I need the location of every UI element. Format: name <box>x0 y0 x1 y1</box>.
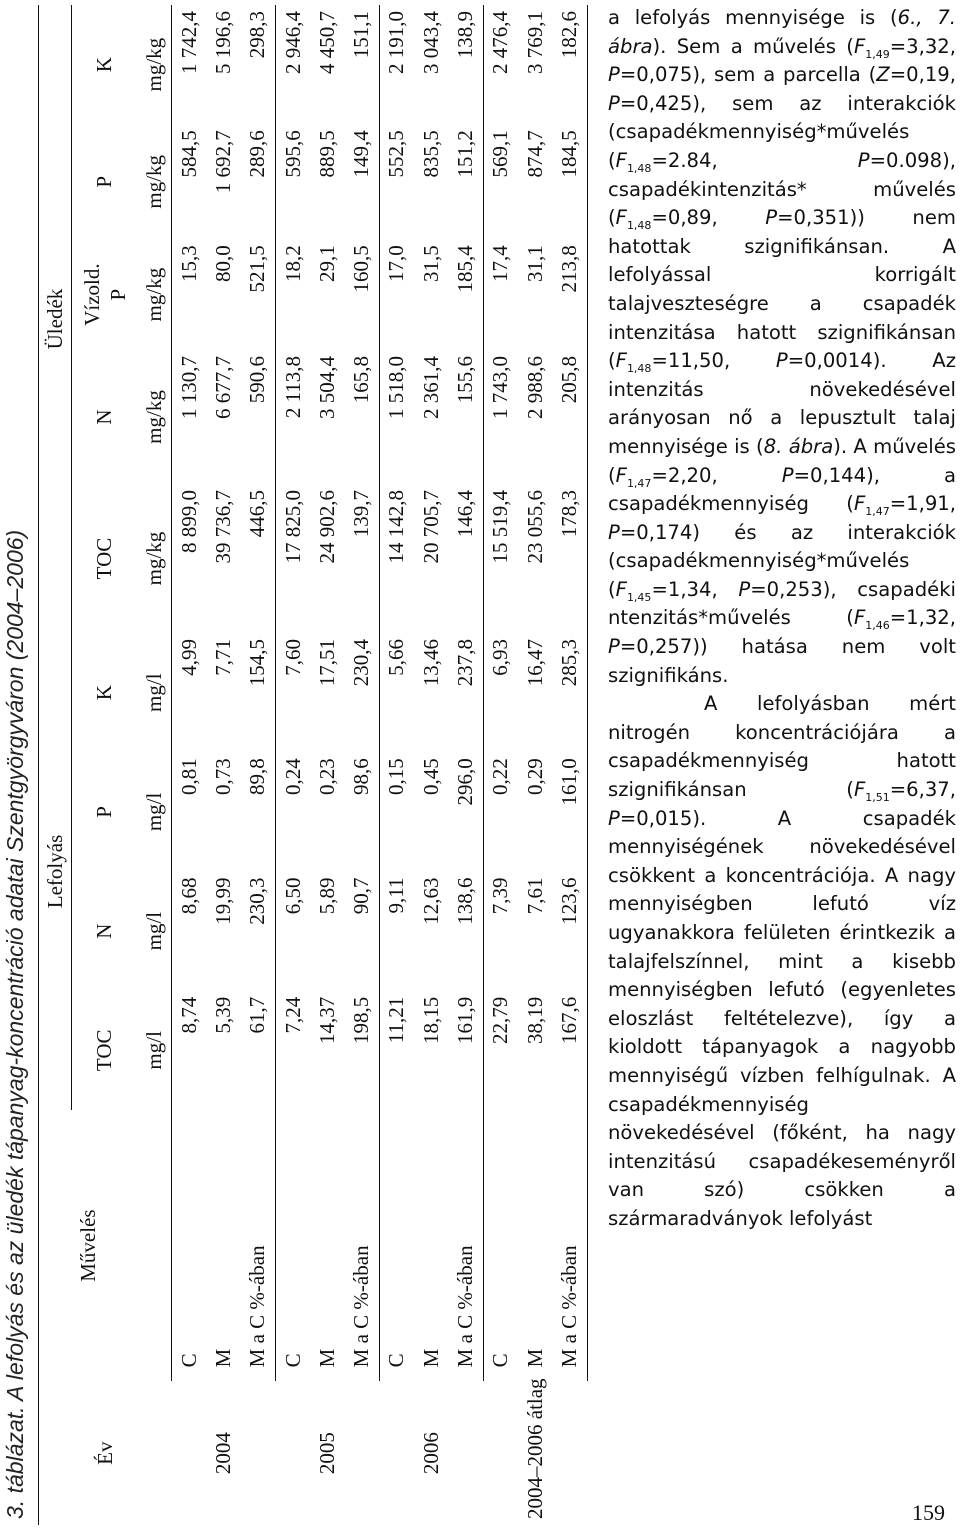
header-col: P <box>92 806 116 818</box>
value-cell: 38,19 <box>522 996 547 1044</box>
value-cell: 5,66 <box>384 639 409 676</box>
value-cell: 7,71 <box>210 639 235 676</box>
italic-text: F <box>853 492 866 516</box>
value-cell: 15 519,4 <box>488 490 513 564</box>
value-cell: 151,2 <box>448 124 483 239</box>
header-unit: mg/kg <box>137 124 172 239</box>
value-cell: 2 113,8 <box>280 355 305 419</box>
value-cell: 22,79 <box>488 996 513 1044</box>
value-cell: 2 988,6 <box>522 355 547 419</box>
table-row <box>379 5 414 1525</box>
table-row <box>448 5 483 1525</box>
value-cell: 0,22 <box>488 758 513 796</box>
muveles-cell: M a C %-ában <box>344 1110 379 1381</box>
value-cell: 160,5 <box>344 239 379 350</box>
value-cell: 5 196,6 <box>210 11 235 74</box>
muveles-cell: C <box>384 1353 409 1368</box>
value-cell: 5,39 <box>210 996 235 1034</box>
value-cell: 7,24 <box>280 996 305 1034</box>
table-row <box>241 5 276 1525</box>
subscript: 1,49 <box>865 47 890 61</box>
value-cell: 139,7 <box>344 484 379 633</box>
subscript: 1,47 <box>626 476 652 490</box>
text-run: =0,075), sem a parcella ( <box>619 63 877 87</box>
muveles-cell: M <box>210 1348 235 1368</box>
header-col: TOC <box>92 537 116 580</box>
header-unit: mg/l <box>137 991 172 1110</box>
subscript: 1,46 <box>865 619 890 633</box>
italic-text: 6., 7. ábra <box>608 6 956 58</box>
value-cell: 16,47 <box>522 639 547 687</box>
value-cell: 15,3 <box>176 245 201 282</box>
value-cell: 6,93 <box>488 639 513 676</box>
value-cell: 155,6 <box>448 350 483 484</box>
value-cell: 184,5 <box>552 124 587 239</box>
value-cell: 213,8 <box>552 239 587 350</box>
italic-text: P <box>608 91 620 115</box>
value-cell: 89,8 <box>241 752 276 871</box>
header-empty <box>137 1110 172 1381</box>
value-cell: 198,5 <box>344 991 379 1110</box>
text-run: =1,91, <box>889 492 956 516</box>
value-cell: 521,5 <box>241 239 276 350</box>
table-row <box>172 5 207 1525</box>
header-unit: mg/l <box>137 633 172 752</box>
italic-text: F <box>853 34 866 58</box>
italic-text: P <box>608 635 620 659</box>
text-run: A lefolyásban mért nitrogén koncentrációjára a csapadékmennyiség hatott szignifikánsan ( <box>608 692 956 802</box>
value-cell: 0,29 <box>522 758 547 796</box>
value-cell: 3 504,4 <box>314 355 339 419</box>
table-row <box>414 5 448 1525</box>
value-cell: 4 450,7 <box>314 11 339 74</box>
value-cell: 6 677,7 <box>210 355 235 419</box>
value-cell: 285,3 <box>552 633 587 752</box>
value-cell: 14 142,8 <box>384 490 409 564</box>
text-run: =0,351)) nem hatottak szignifikánsan. A lefolyással korrigált talajveszteségre a csapadék intenzitása hatott szignifikánsan ( <box>608 206 956 373</box>
value-cell: 161,9 <box>448 991 483 1110</box>
header-col: N <box>92 409 116 425</box>
value-cell: 7,39 <box>488 877 513 915</box>
value-cell: 9,11 <box>384 877 409 914</box>
header-col: K <box>92 685 116 701</box>
value-cell: 2 361,4 <box>418 355 443 419</box>
header-col: TOC <box>92 1029 116 1072</box>
table-row <box>344 5 379 1525</box>
text-run: ). A művelés ( <box>608 434 956 487</box>
value-cell: 569,1 <box>488 130 513 178</box>
value-cell: 590,6 <box>241 350 276 484</box>
value-cell: 889,5 <box>314 130 339 178</box>
italic-text: P <box>608 520 620 544</box>
header-uledek: Üledék <box>39 5 72 633</box>
value-cell: 0,23 <box>314 758 339 796</box>
value-cell: 2 191,0 <box>384 11 409 74</box>
value-cell: 296,0 <box>448 752 483 871</box>
value-cell: 165,8 <box>344 350 379 484</box>
text-run: =0,425), sem az interakciók (csapadékmennyiség*művelés ( <box>608 91 956 172</box>
italic-text: F <box>615 349 627 373</box>
value-cell: 446,5 <box>241 484 276 633</box>
muveles-cell: M a C %-ában <box>448 1110 483 1381</box>
value-cell: 5,89 <box>314 877 339 915</box>
table-row <box>552 5 587 1525</box>
table-caption: 3. táblázat. A lefolyás és az üledék tápanyag-koncentráció adatai Szentgyörgyváron (2004–2006) <box>2 529 28 1519</box>
header-unit: mg/kg <box>137 350 172 484</box>
italic-text: F <box>615 206 627 230</box>
paragraph-1 <box>608 4 956 690</box>
value-cell: 12,63 <box>418 877 443 925</box>
value-cell: 13,46 <box>418 639 443 687</box>
value-cell: 0,24 <box>280 758 305 796</box>
value-cell: 31,5 <box>418 245 443 282</box>
value-cell: 17,51 <box>314 639 339 687</box>
header-unit: mg/kg <box>137 484 172 633</box>
header-col: K <box>92 57 116 73</box>
value-cell: 17,0 <box>384 245 409 282</box>
value-cell: 8 899,0 <box>176 490 201 554</box>
italic-text: F <box>853 778 866 802</box>
value-cell: 2 476,4 <box>488 11 513 74</box>
text-run: a lefolyás mennyisége is ( <box>608 6 898 29</box>
value-cell: 138,9 <box>448 5 483 124</box>
italic-text: F <box>615 148 627 172</box>
muveles-cell: C <box>488 1353 513 1368</box>
text-run: =1,32, <box>889 606 956 630</box>
subscript: 1,45 <box>626 590 652 604</box>
text-run: =3,32, <box>889 34 956 58</box>
value-cell: 205,8 <box>552 350 587 484</box>
value-cell: 154,5 <box>241 633 276 752</box>
header-ev: Év <box>39 1381 172 1525</box>
text-run: =0.098), csapadékintenzitás* művelés ( <box>608 148 956 230</box>
value-cell: 18,2 <box>280 245 305 282</box>
value-cell: 552,5 <box>384 130 409 178</box>
value-cell: 0,73 <box>210 758 235 796</box>
text-run: =0,015). A csapadék mennyiségének növekedésével csökkent a koncentrációja. A nagy mennyiségben lefutó víz ugyanakkora felületen érintkezik a talajfelszínnel, mint a kisebb mennyiségben lefutó (egyenletes eloszlást feltételezve), így a kioldott tápanyagok a nagyobb mennyiségű vízben felhígulnak. A csapadékmennyiség növekedésével (főként, ha nagy intenzitású csapadékeseményről van szó) csökken a szármaradványok lefolyást <box>608 806 956 1230</box>
value-cell: 18,15 <box>418 996 443 1044</box>
year-cell: 2004 <box>210 1432 235 1475</box>
value-cell: 0,81 <box>176 758 201 796</box>
value-cell: 182,6 <box>552 5 587 124</box>
value-cell: 24 902,6 <box>314 490 339 564</box>
muveles-cell: M <box>522 1348 547 1368</box>
value-cell: 230,4 <box>344 633 379 752</box>
value-cell: 1 743,0 <box>488 355 513 419</box>
year-cell: 2006 <box>418 1432 443 1475</box>
value-cell: 0,15 <box>384 758 409 796</box>
value-cell: 874,7 <box>522 130 547 178</box>
value-cell: 6,50 <box>280 877 305 915</box>
text-run: =6,37, <box>889 778 956 802</box>
value-cell: 584,5 <box>176 130 201 178</box>
italic-text: 8. ábra <box>763 434 834 458</box>
muveles-cell: C <box>176 1353 201 1368</box>
text-run: =2,20, <box>651 463 782 487</box>
value-cell: 4,99 <box>176 639 201 676</box>
value-cell: 185,4 <box>448 239 483 350</box>
italic-text: Z <box>876 63 890 87</box>
text-run: =1,34, <box>651 577 739 601</box>
subscript: 1,48 <box>626 161 652 175</box>
value-cell: 90,7 <box>344 872 379 991</box>
value-cell: 1 518,0 <box>384 355 409 419</box>
value-cell: 138,6 <box>448 872 483 991</box>
value-cell: 31,1 <box>522 245 547 282</box>
value-cell: 1 692,7 <box>210 130 235 194</box>
value-cell: 161,0 <box>552 752 587 871</box>
italic-text: P <box>765 206 778 230</box>
value-cell: 0,45 <box>418 758 443 796</box>
italic-text: P <box>781 463 794 487</box>
text-run: =11,50, <box>651 349 776 373</box>
text-run: =0,0014). Az intenzitás növekedésével arányosan nő a lepusztult talaj mennyisége is ( <box>608 349 956 458</box>
value-cell: 289,6 <box>241 124 276 239</box>
header-unit: mg/l <box>137 752 172 871</box>
value-cell: 8,74 <box>176 996 201 1034</box>
text-run: =0,174) és az interakciók (csapadékmennyiség*művelés ( <box>608 520 956 601</box>
page-number: 159 <box>912 1500 945 1525</box>
value-cell: 14,37 <box>314 996 339 1044</box>
italic-text: P <box>738 577 751 601</box>
table-row <box>206 5 240 1525</box>
header-unit: mg/l <box>137 872 172 991</box>
header-col: Vízold. P <box>79 263 130 326</box>
year-cell: 2004–2006 átlag <box>522 1378 547 1519</box>
value-cell: 98,6 <box>344 752 379 871</box>
text-run: =0,89, <box>651 206 766 230</box>
header-muveles: Művelés <box>39 1110 138 1381</box>
text-run: =0,257)) hatása nem volt szignifikáns. <box>608 635 956 687</box>
italic-text: F <box>853 606 866 630</box>
table-row <box>518 5 552 1525</box>
value-cell: 17,4 <box>488 245 513 282</box>
italic-text: P <box>857 148 870 172</box>
value-cell: 123,6 <box>552 872 587 991</box>
muveles-cell: M a C %-ában <box>241 1110 276 1381</box>
muveles-cell: M <box>314 1348 339 1368</box>
value-cell: 3 769,1 <box>522 11 547 74</box>
value-cell: 2 946,4 <box>280 11 305 74</box>
italic-text: P <box>775 349 788 373</box>
value-cell: 7,60 <box>280 639 305 676</box>
table-row <box>310 5 344 1525</box>
text-run: =2.84, <box>651 148 858 172</box>
value-cell: 230,3 <box>241 872 276 991</box>
value-cell: 835,5 <box>418 130 443 178</box>
text-run: =0,19, <box>889 63 956 87</box>
value-cell: 17 825,0 <box>280 490 305 564</box>
italic-text: P <box>608 63 620 87</box>
value-cell: 149,4 <box>344 124 379 239</box>
value-cell: 237,8 <box>448 633 483 752</box>
italic-text: F <box>615 577 627 601</box>
muveles-cell: M a C %-ában <box>552 1110 587 1381</box>
value-cell: 80,0 <box>210 245 235 282</box>
muveles-cell: M <box>418 1348 443 1368</box>
subscript: 1,47 <box>865 505 890 518</box>
value-cell: 29,1 <box>314 245 339 282</box>
subscript: 1,51 <box>865 790 890 804</box>
italic-text: F <box>615 463 627 487</box>
value-cell: 3 043,4 <box>418 11 443 74</box>
value-cell: 151,1 <box>344 5 379 124</box>
year-cell: 2005 <box>314 1432 339 1475</box>
header-lefolyas: Lefolyás <box>39 633 72 1110</box>
value-cell: 19,99 <box>210 877 235 925</box>
text-run: =0,144), a csapadékmennyiség ( <box>608 463 956 516</box>
body-text <box>608 4 956 1234</box>
value-cell: 7,61 <box>522 877 547 915</box>
value-cell: 20 705,7 <box>418 490 443 564</box>
text-run: ). Sem a művelés ( <box>652 34 854 58</box>
subscript: 1,48 <box>626 219 652 233</box>
nutrient-table <box>38 5 588 1525</box>
value-cell: 23 055,6 <box>522 490 547 564</box>
value-cell: 167,6 <box>552 991 587 1110</box>
value-cell: 1 130,7 <box>176 355 201 419</box>
header-unit: mg/kg <box>137 5 172 124</box>
muveles-cell: C <box>280 1353 305 1368</box>
paragraph-2 <box>608 690 956 1233</box>
value-cell: 595,6 <box>280 130 305 178</box>
text-run: =0,253), csapadéki ntenzitás*művelés ( <box>608 577 956 630</box>
value-cell: 11,21 <box>384 996 409 1044</box>
table-row <box>275 5 310 1525</box>
header-col: N <box>92 923 116 939</box>
value-cell: 1 742,4 <box>176 11 201 74</box>
value-cell: 61,7 <box>241 991 276 1110</box>
header-unit: mg/kg <box>137 239 172 350</box>
subscript: 1,48 <box>626 362 652 376</box>
italic-text: P <box>608 806 620 830</box>
value-cell: 146,4 <box>448 484 483 633</box>
value-cell: 298,3 <box>241 5 276 124</box>
value-cell: 39 736,7 <box>210 490 235 564</box>
value-cell: 178,3 <box>552 484 587 633</box>
header-col: P <box>92 175 116 188</box>
value-cell: 8,68 <box>176 877 201 915</box>
table-row <box>483 5 518 1525</box>
